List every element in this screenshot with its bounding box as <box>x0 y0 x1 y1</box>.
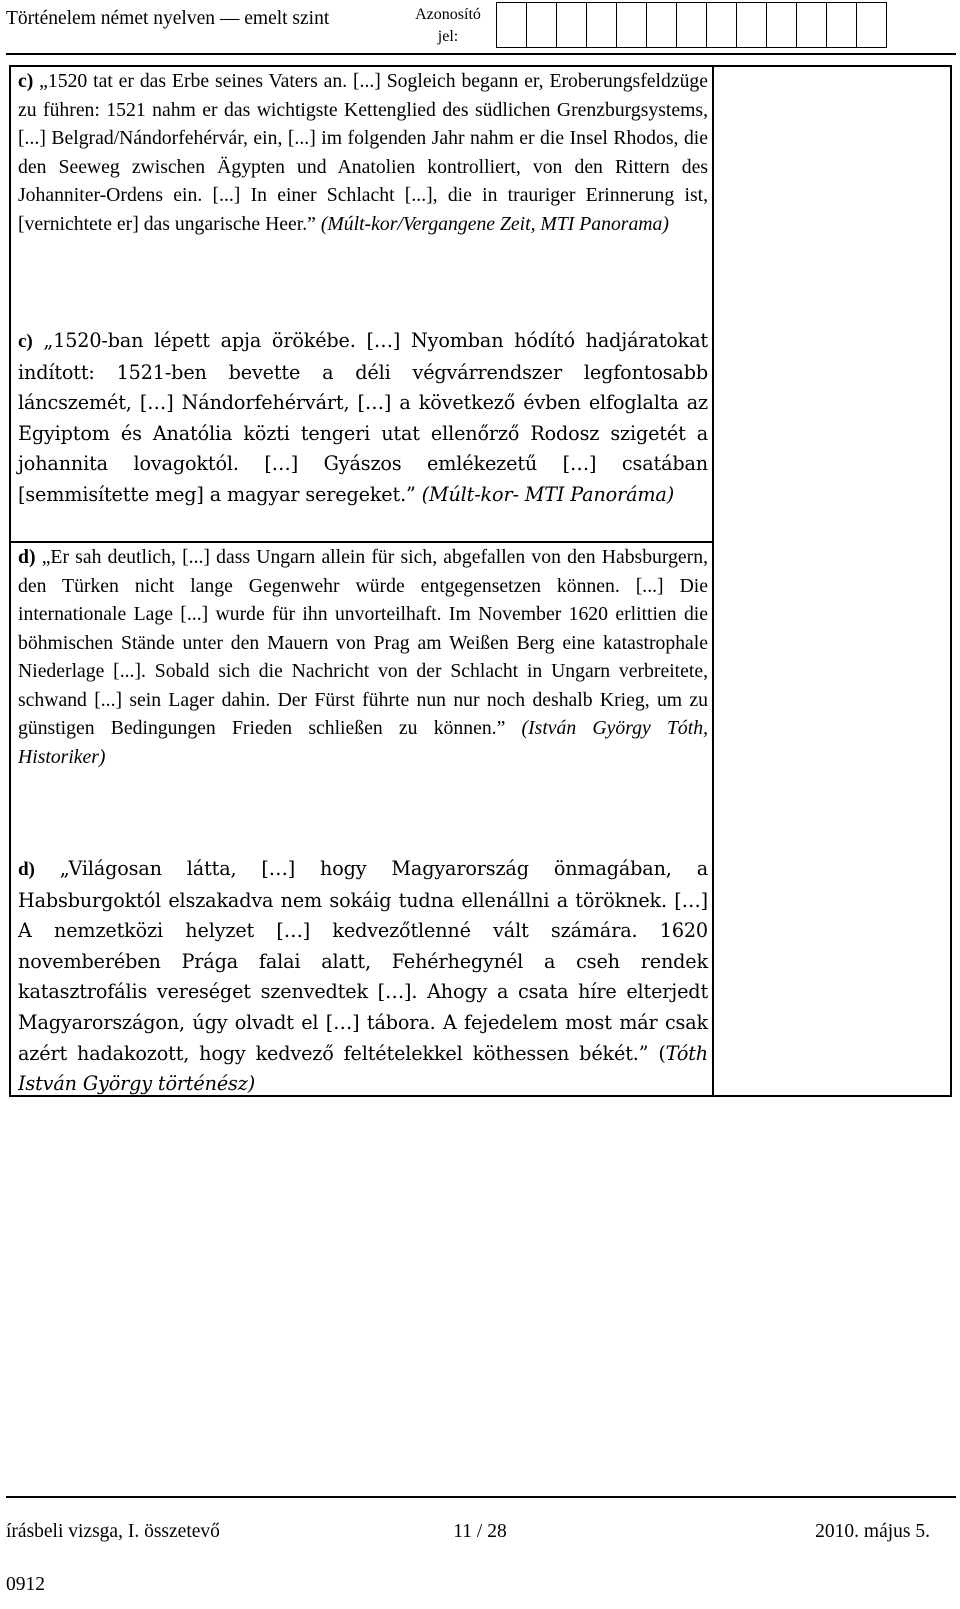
header-rule <box>6 53 956 55</box>
footer-rule <box>6 1496 956 1498</box>
id-box <box>676 2 707 48</box>
id-boxes <box>496 2 886 48</box>
id-box <box>496 2 527 48</box>
id-box <box>856 2 887 48</box>
id-box <box>526 2 557 48</box>
passage-text: „Világosan látta, […] hogy Magyarország önmagában, a Habsburgoktól elszakadva nem sokáig tudna ellenállni a töröknek. […] A nemzetközi helyzet […] kedvezőtlenné vált számára. 1620 novemberében Prága falai alatt, Fehérhegynél a cseh rendek katasztrofális vereséget szenvedtek […]. Ahogy a csata híre elterjedt Magyarországon, úgy olvadt el […] tábora. A fejedelem most már csak azért hadakozott, hogy kedvező feltételekkel köthessen békét.” ( <box>18 857 709 1065</box>
id-box <box>796 2 827 48</box>
passage-source: (Múlt-kor/Vergangene Zeit, MTI Panorama) <box>320 212 669 235</box>
id-box <box>706 2 737 48</box>
footer-exam-part: írásbeli vizsga, I. összetevő <box>6 1521 220 1542</box>
passage-c-hungarian <box>18 326 708 511</box>
id-box <box>646 2 677 48</box>
passage-marker: c) <box>18 70 34 92</box>
footer-page-number: 11 / 28 <box>453 1521 507 1542</box>
id-box <box>826 2 857 48</box>
passage-text: „1520 tat er das Erbe seines Vaters an. [...] Sogleich begann er, Eroberungsfeldzüge zu führen: 1521 nahm er das wichtigste Kettenglied des südlichen Grenzburgsystems, [...] Belgrad/Nándorfehérvár, ein, [...] im folgenden Jahr nahm er die Insel Rhodos, die den Seeweg zwischen Ägypten und Anatolien kontrolliert, von den Rittern des Johanniter-Ordens ein. [...] In einer Schlacht [...], die in trauriger Erinnerung ist, [vernichtete er] das ungarische Heer.” <box>18 70 708 235</box>
id-box <box>556 2 587 48</box>
passage-marker: d) <box>18 859 35 880</box>
id-label-line-2: jel: <box>437 28 459 45</box>
footer-date: 2010. május 5. <box>815 1521 930 1542</box>
id-label-line-1: Azonosító <box>415 6 481 23</box>
id-box <box>586 2 617 48</box>
passage-text: „Er sah deutlich, [...] dass Ungarn allein für sich, abgefallen von den Habsburgern, den Türken nicht lange Gegenwehr würde entgegensetzen können. [...] Die internationale Lage [...] wurde für ihn unvorteilhaft. Im November 1620 erlittien die böhmischen Stände unter den Mauern von Prag am Weißen Berg eine katastrophale Niederlage [...]. Sobald sich die Nachricht von der Schlacht in Ungarn verbreitete, schwand [...] sein Lager dahin. Der Fürst führte nun nur noch deshalb Krieg, um zu günstigen Bedingungen Frieden schließen zu können.” <box>18 546 708 739</box>
passage-d-german <box>18 543 708 771</box>
passage-marker: d) <box>18 546 36 568</box>
passage-source: Tóth István György történész) <box>18 1041 708 1096</box>
source-table <box>9 65 952 1097</box>
footer-code: 0912 <box>6 1574 45 1595</box>
page-header <box>0 0 960 58</box>
passage-d-hungarian <box>18 854 708 1100</box>
passage-marker: c) <box>18 331 33 352</box>
id-box <box>766 2 797 48</box>
passage-source: (István György Tóth, Historiker) <box>18 717 708 768</box>
column-divider <box>712 67 714 1095</box>
id-box <box>736 2 767 48</box>
passage-source: (Múlt-kor- MTI Panoráma) <box>421 482 675 506</box>
passage-c-german <box>18 67 708 238</box>
passage-text: „1520-ban lépett apja örökébe. […] Nyomban hódító hadjáratokat indított: 1521-ben bevette a déli végvárrendszer legfontosabb láncszemét, […] Nándorfehérvárt, […] a következő évben elfoglalta az Egyiptom és Anatólia közti tengeri utat ellenőrző Rodosz szigetét a johannita lovagoktól. […] Gyászos emlékezetű […] csatában [semmisítette meg] a magyar seregeket.” <box>18 329 708 506</box>
id-box <box>616 2 647 48</box>
id-label <box>405 4 491 48</box>
exam-title: Történelem német nyelven — emelt szint <box>6 8 330 29</box>
